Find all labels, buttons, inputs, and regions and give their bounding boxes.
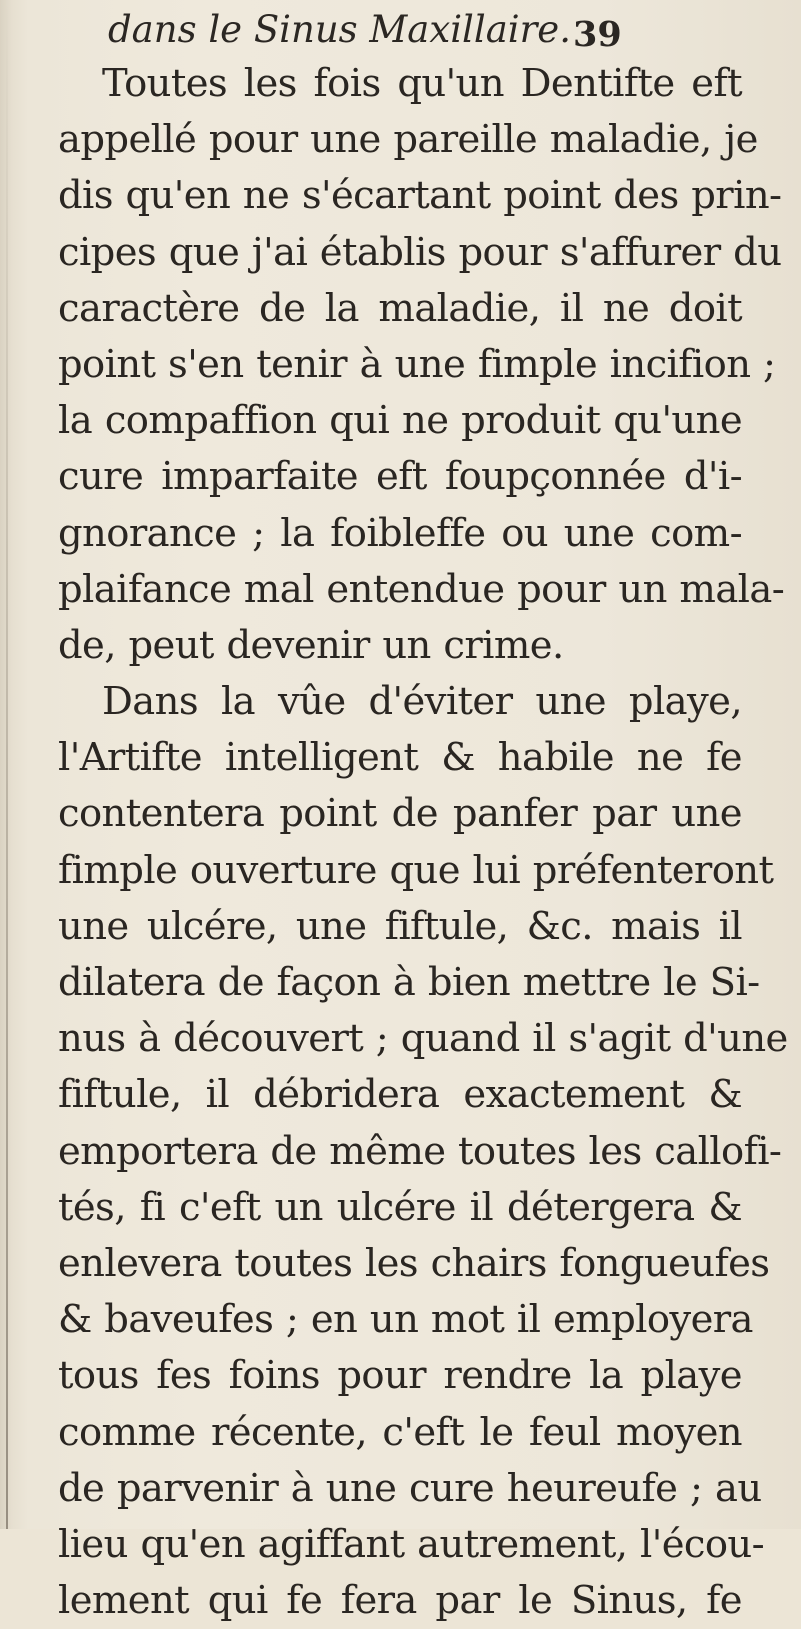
- text-line: l'Artifte intelligent & habile ne fe: [58, 735, 742, 781]
- text-line: nus à découvert ; quand il s'agit d'une: [58, 1016, 788, 1062]
- text-line: caractère de la maladie, il ne doit: [58, 285, 742, 331]
- text-line: lement qui fe fera par le Sinus, fe: [58, 1578, 742, 1624]
- text-line: comme récente, c'eft le feul moyen: [58, 1409, 742, 1455]
- text-line: appellé pour une pareille maladie, je: [58, 117, 758, 163]
- text-line: cipes que j'ai établis pour s'affurer du: [58, 229, 782, 275]
- text-line: fiftule, il débridera exactement &: [58, 1072, 742, 1118]
- text-line: Dans la vûe d'éviter une playe,: [102, 679, 742, 725]
- text-line: emportera de même toutes les callofi-: [58, 1128, 782, 1174]
- text-line: une ulcére, une fiftule, &c. mais il: [58, 903, 742, 949]
- text-line: lieu qu'en agiffant autrement, l'écou-: [58, 1521, 765, 1567]
- text-line: Toutes les fois qu'un Dentifte eft: [102, 61, 742, 106]
- text-line: enlevera toutes les chairs fongueufes: [58, 1240, 770, 1286]
- text-line: gnorance ; la foibleffe ou une com-: [58, 510, 742, 556]
- text-line: la compaffion qui ne produit qu'une: [58, 398, 742, 444]
- text-line: dis qu'en ne s'écartant point des prin-: [58, 173, 782, 219]
- text-line: fimple ouverture que lui préfenteront: [58, 847, 774, 893]
- page-gutter-shadow: [6, 0, 8, 1529]
- text-line: dilatera de façon à bien mettre le Si-: [58, 960, 760, 1005]
- text-line: plaifance mal entendue pour un mala-: [58, 566, 785, 612]
- text-line: & baveufes ; en un mot il employera: [58, 1297, 753, 1343]
- text-line: contentera point de panfer par une: [58, 791, 742, 837]
- running-head: dans le Sinus Maxillaire.: [108, 8, 571, 51]
- text-line: tous fes foins pour rendre la playe: [58, 1353, 742, 1399]
- page-number: 39: [573, 14, 622, 55]
- text-line: point s'en tenir à une fimple incifion ;: [58, 341, 776, 387]
- text-line: de, peut devenir un crime.: [58, 622, 564, 668]
- text-line: cure imparfaite eft foupçonnée d'i-: [58, 454, 742, 500]
- text-line: de parvenir à une cure heureufe ; au: [58, 1465, 762, 1511]
- text-line: tés, fi c'eft un ulcére il détergera &: [58, 1184, 742, 1230]
- body-text: [58, 56, 788, 1629]
